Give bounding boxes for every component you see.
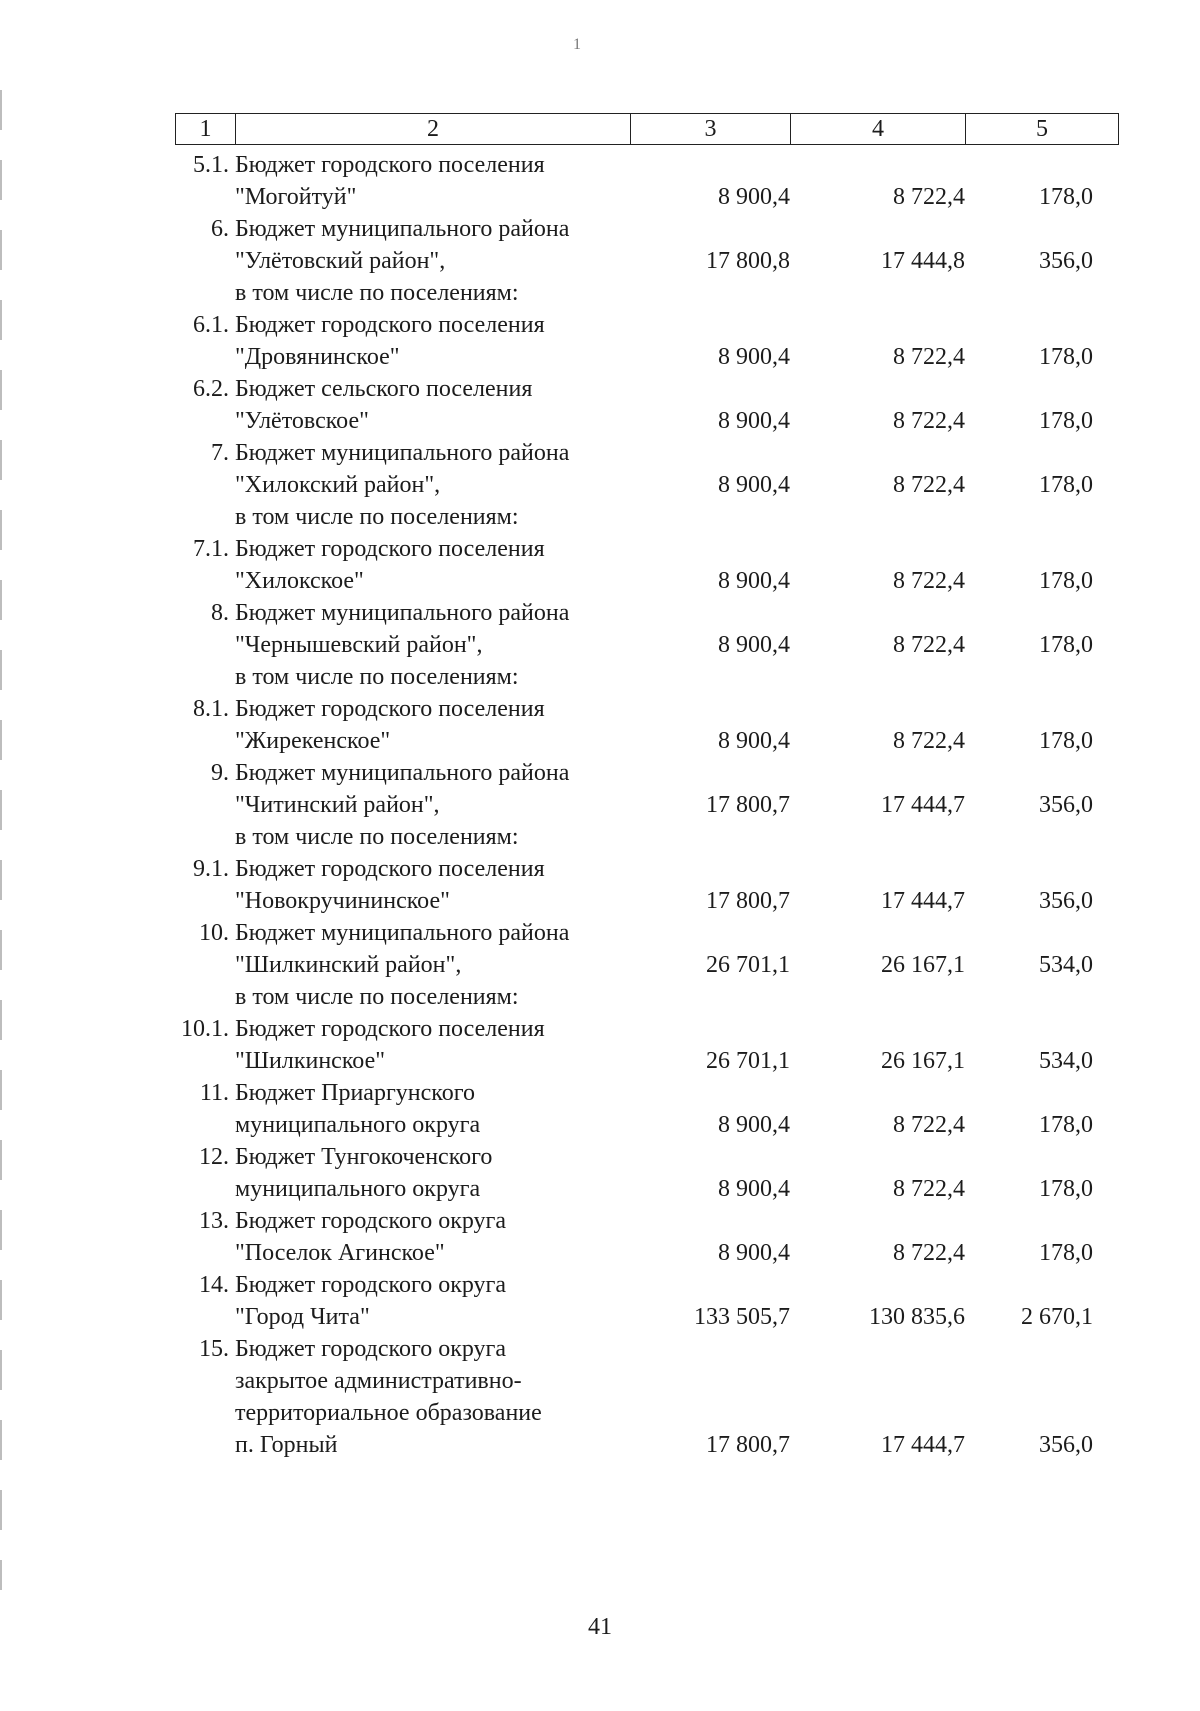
row-values: [655, 629, 1119, 661]
value-col-4: 8 722,4: [893, 1240, 965, 1266]
table-row: [175, 533, 1119, 597]
row-number: 12.: [199, 1144, 229, 1170]
row-number: 14.: [199, 1272, 229, 1298]
value-col-5: 534,0: [1039, 1048, 1093, 1074]
row-number: 9.: [211, 760, 229, 786]
row-values: [655, 565, 1119, 597]
budget-name-line: Бюджет городского поселения: [235, 696, 545, 722]
budget-name-line: "Могойтуй": [235, 184, 357, 210]
value-col-5: 178,0: [1039, 472, 1093, 498]
page-top-mark: 1: [573, 36, 581, 53]
budget-name-line: Бюджет городского округа: [235, 1208, 507, 1234]
column-header-3: 3: [631, 114, 791, 144]
value-col-3: 8 900,4: [718, 1176, 790, 1202]
page-number: 41: [588, 1614, 612, 1640]
value-col-4: 17 444,7: [881, 792, 965, 818]
table-row: [175, 373, 1119, 437]
budget-name-line: Бюджет городского округа: [235, 1336, 507, 1362]
value-col-3: 8 900,4: [718, 1240, 790, 1266]
value-col-4: 26 167,1: [881, 1048, 965, 1074]
table-row: [175, 437, 1119, 533]
row-values: [655, 1301, 1119, 1333]
value-col-3: 133 505,7: [694, 1304, 790, 1330]
budget-name: [235, 1269, 655, 1333]
row-number: 9.1.: [193, 856, 229, 882]
value-col-5: 178,0: [1039, 632, 1093, 658]
budget-name-line: Бюджет муниципального района: [235, 920, 570, 946]
budget-name-line: Бюджет муниципального района: [235, 440, 570, 466]
budget-name-line: в том числе по поселениям:: [235, 664, 519, 690]
budget-name-line: Бюджет городского поселения: [235, 856, 545, 882]
value-col-5: 178,0: [1039, 1112, 1093, 1138]
budget-name: [235, 213, 655, 309]
row-values: [655, 341, 1119, 373]
row-values: [655, 725, 1119, 757]
value-col-5: 534,0: [1039, 952, 1093, 978]
budget-name-line: "Поселок Агинское": [235, 1240, 445, 1266]
value-col-5: 178,0: [1039, 568, 1093, 594]
row-number: 5.1.: [193, 152, 229, 178]
value-col-4: 8 722,4: [893, 568, 965, 594]
value-col-5: 356,0: [1039, 1432, 1093, 1458]
column-header-4: 4: [791, 114, 966, 144]
value-col-4: 8 722,4: [893, 1176, 965, 1202]
table-row: [175, 917, 1119, 1013]
row-values: [655, 469, 1119, 501]
budget-name-line: "Хилокский район",: [235, 472, 441, 498]
value-col-5: 356,0: [1039, 792, 1093, 818]
budget-name-line: территориальное образование: [235, 1400, 542, 1426]
column-header-2: 2: [236, 114, 631, 144]
budget-name-line: "Город Чита": [235, 1304, 370, 1330]
budget-name: [235, 1013, 655, 1077]
value-col-4: 130 835,6: [869, 1304, 965, 1330]
budget-name-line: Бюджет Тунгокоченского: [235, 1144, 493, 1170]
value-col-4: 17 444,7: [881, 1432, 965, 1458]
budget-name: [235, 1205, 655, 1269]
table-row: [175, 693, 1119, 757]
budget-name-line: в том числе по поселениям:: [235, 280, 519, 306]
row-values: [655, 1045, 1119, 1077]
value-col-4: 17 444,8: [881, 248, 965, 274]
budget-name-line: Бюджет сельского поселения: [235, 376, 533, 402]
value-col-4: 8 722,4: [893, 728, 965, 754]
budget-name-line: Бюджет городского поселения: [235, 1016, 545, 1042]
table-row: [175, 1333, 1119, 1461]
budget-name-line: "Дровянинское": [235, 344, 400, 370]
budget-name: [235, 149, 655, 213]
budget-name: [235, 757, 655, 853]
value-col-3: 8 900,4: [718, 568, 790, 594]
budget-name-line: в том числе по поселениям:: [235, 504, 519, 530]
budget-name-line: "Шилкинский район",: [235, 952, 462, 978]
value-col-3: 8 900,4: [718, 184, 790, 210]
row-number: 8.1.: [193, 696, 229, 722]
value-col-5: 356,0: [1039, 888, 1093, 914]
row-number: 6.1.: [193, 312, 229, 338]
budget-name: [235, 1141, 655, 1205]
budget-name: [235, 693, 655, 757]
value-col-3: 17 800,7: [706, 792, 790, 818]
row-number: 7.1.: [193, 536, 229, 562]
value-col-3: 26 701,1: [706, 952, 790, 978]
column-header-5: 5: [1036, 116, 1048, 142]
budget-name-line: закрытое административно-: [235, 1368, 522, 1394]
value-col-3: 8 900,4: [718, 408, 790, 434]
value-col-4: 17 444,7: [881, 888, 965, 914]
value-col-5: 2 670,1: [1021, 1304, 1093, 1330]
row-values: [655, 181, 1119, 213]
table-row: [175, 1013, 1119, 1077]
budget-name-line: Бюджет городского поселения: [235, 312, 545, 338]
row-values: [655, 1237, 1119, 1269]
row-values: [655, 245, 1119, 277]
budget-name: [235, 1333, 655, 1461]
row-values: [655, 949, 1119, 981]
budget-name-line: "Улётовское": [235, 408, 369, 434]
budget-name-line: в том числе по поселениям:: [235, 824, 519, 850]
budget-name-line: Бюджет муниципального района: [235, 760, 570, 786]
budget-name: [235, 1077, 655, 1141]
table-row: [175, 149, 1119, 213]
value-col-4: 26 167,1: [881, 952, 965, 978]
table-row: [175, 213, 1119, 309]
budget-name-line: "Улётовский район",: [235, 248, 446, 274]
value-col-4: 8 722,4: [893, 472, 965, 498]
value-col-4: 8 722,4: [893, 344, 965, 370]
row-values: [655, 1109, 1119, 1141]
row-values: [655, 1429, 1119, 1461]
budget-name-line: "Новокручининское": [235, 888, 450, 914]
budget-name-line: Бюджет Приаргунского: [235, 1080, 475, 1106]
budget-name-line: Бюджет муниципального района: [235, 600, 570, 626]
table-row: [175, 597, 1119, 693]
row-number: 10.1.: [181, 1016, 229, 1042]
column-header-row: [175, 113, 1119, 145]
row-number: 10.: [199, 920, 229, 946]
value-col-3: 8 900,4: [718, 632, 790, 658]
row-number: 13.: [199, 1208, 229, 1234]
row-values: [655, 789, 1119, 821]
budget-table-body: [175, 149, 1119, 1461]
row-number: 6.2.: [193, 376, 229, 402]
value-col-5: 178,0: [1039, 184, 1093, 210]
budget-name: [235, 597, 655, 693]
value-col-5: 178,0: [1039, 344, 1093, 370]
value-col-4: 8 722,4: [893, 184, 965, 210]
value-col-3: 26 701,1: [706, 1048, 790, 1074]
budget-name-line: муниципального округа: [235, 1112, 481, 1138]
value-col-5: 178,0: [1039, 1176, 1093, 1202]
budget-name-line: п. Горный: [235, 1432, 338, 1458]
budget-name-line: "Чернышевский район",: [235, 632, 483, 658]
row-number: 15.: [199, 1336, 229, 1362]
budget-name-line: "Жирекенское": [235, 728, 391, 754]
scan-edge-mark: [0, 90, 2, 1590]
table-row: [175, 309, 1119, 373]
value-col-5: 178,0: [1039, 1240, 1093, 1266]
value-col-3: 17 800,7: [706, 1432, 790, 1458]
table-row: [175, 1205, 1119, 1269]
table-row: [175, 1269, 1119, 1333]
budget-name: [235, 437, 655, 533]
row-values: [655, 885, 1119, 917]
budget-name-line: "Шилкинское": [235, 1048, 386, 1074]
budget-name-line: Бюджет муниципального района: [235, 216, 570, 242]
table-row: [175, 1141, 1119, 1205]
table-row: [175, 757, 1119, 853]
value-col-3: 17 800,8: [706, 248, 790, 274]
value-col-3: 8 900,4: [718, 344, 790, 370]
budget-name-line: Бюджет городского округа: [235, 1272, 507, 1298]
budget-name: [235, 309, 655, 373]
value-col-3: 8 900,4: [718, 1112, 790, 1138]
value-col-3: 8 900,4: [718, 728, 790, 754]
budget-name: [235, 373, 655, 437]
column-header-1: 1: [176, 114, 236, 144]
budget-name-line: "Читинский район",: [235, 792, 440, 818]
row-number: 8.: [211, 600, 229, 626]
table-row: [175, 1077, 1119, 1141]
value-col-5: 178,0: [1039, 408, 1093, 434]
value-col-4: 8 722,4: [893, 408, 965, 434]
budget-name-line: Бюджет городского поселения: [235, 152, 545, 178]
budget-name-line: "Хилокское": [235, 568, 364, 594]
budget-name-line: муниципального округа: [235, 1176, 481, 1202]
row-number: 6.: [211, 216, 229, 242]
value-col-3: 17 800,7: [706, 888, 790, 914]
table-row: [175, 853, 1119, 917]
row-number: 11.: [199, 1080, 229, 1106]
row-number: 7.: [211, 440, 229, 466]
value-col-4: 8 722,4: [893, 1112, 965, 1138]
budget-name: [235, 853, 655, 917]
row-values: [655, 1173, 1119, 1205]
value-col-3: 8 900,4: [718, 472, 790, 498]
value-col-4: 8 722,4: [893, 632, 965, 658]
value-col-5: 178,0: [1039, 728, 1093, 754]
budget-name-line: в том числе по поселениям:: [235, 984, 519, 1010]
row-values: [655, 405, 1119, 437]
budget-name: [235, 533, 655, 597]
budget-name: [235, 917, 655, 1013]
value-col-5: 356,0: [1039, 248, 1093, 274]
budget-name-line: Бюджет городского поселения: [235, 536, 545, 562]
